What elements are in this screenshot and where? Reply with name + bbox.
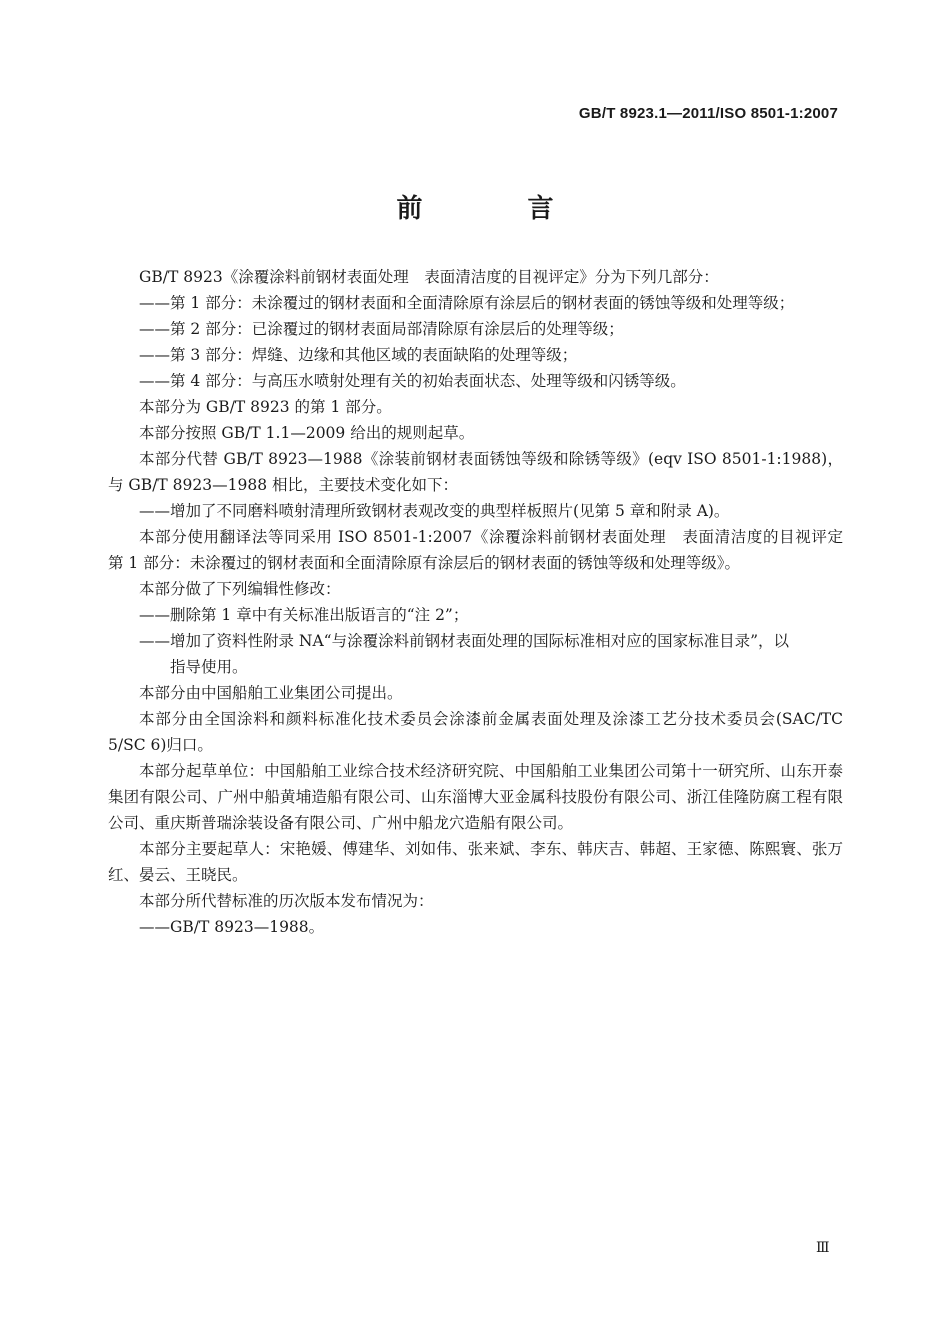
paragraph: GB/T 8923《涂覆涂料前钢材表面处理 表面清洁度的目视评定》分为下列几部分： [139, 268, 719, 286]
paragraph: 本部分所代替标准的历次版本发布情况为： [139, 892, 434, 910]
paragraph: 本部分做了下列编辑性修改： [139, 580, 341, 598]
list-item-continuation: 指导使用。 [170, 658, 248, 676]
list-item: ——删除第 1 章中有关标准出版语言的“注 2”； [139, 606, 469, 624]
document-body [108, 264, 859, 940]
paragraph: 本部分代替 GB/T 8923—1988《涂装前钢材表面锈蚀等级和除锈等级》(eqv ISO 8501-1:1988)，与 GB/T 8923—1988 相比，主要技术变化如下： [108, 450, 843, 494]
list-item: ——第 4 部分：与高压水喷射处理有关的初始表面状态、处理等级和闪锈等级。 [139, 372, 686, 390]
list-item: ——GB/T 8923—1988。 [139, 918, 325, 936]
paragraph: 本部分主要起草人：宋艳媛、傅建华、刘如伟、张来斌、李东、韩庆吉、韩超、王家德、陈熙寰、张万红、晏云、王晓民。 [108, 840, 843, 884]
list-item: ——第 3 部分：焊缝、边缘和其他区域的表面缺陷的处理等级； [139, 346, 578, 364]
paragraph: 本部分由中国船舶工业集团公司提出。 [139, 684, 403, 702]
list-item: ——增加了资料性附录 NA“与涂覆涂料前钢材表面处理的国际标准相对应的国家标准目录”，以 [139, 632, 790, 650]
list-item: ——第 1 部分：未涂覆过的钢材表面和全面清除原有涂层后的钢材表面的锈蚀等级和处理等级； [139, 294, 795, 312]
paragraph: 本部分使用翻译法等同采用 ISO 8501-1:2007《涂覆涂料前钢材表面处理 表面清洁度的目视评定 第 1 部分：未涂覆过的钢材表面和全面清除原有涂层后的钢材表面的锈蚀等级和处理等级》。 [108, 528, 859, 572]
list-item: ——第 2 部分：已涂覆过的钢材表面局部清除原有涂层后的处理等级； [139, 320, 624, 338]
paragraph: 本部分起草单位：中国船舶工业综合技术经济研究院、中国船舶工业集团公司第十一研究所、山东开泰集团有限公司、广州中船黄埔造船有限公司、山东淄博大亚金属科技股份有限公司、浙江佳隆防腐工程有限公司、重庆斯普瑞涂装设备有限公司、广州中船龙穴造船有限公司。 [108, 762, 843, 832]
paragraph: 本部分由全国涂料和颜料标准化技术委员会涂漆前金属表面处理及涂漆工艺分技术委员会(SAC/TC 5/SC 6)归口。 [108, 710, 843, 754]
page-title: 前 言 [396, 194, 602, 224]
paragraph: 本部分按照 GB/T 1.1—2009 给出的规则起草。 [139, 424, 475, 442]
page-number: Ⅲ [816, 1240, 830, 1256]
standard-code: GB/T 8923.1—2011/ISO 8501-1:2007 [578, 105, 838, 122]
paragraph: 本部分为 GB/T 8923 的第 1 部分。 [139, 398, 392, 416]
list-item: ——增加了不同磨料喷射清理所致钢材表观改变的典型样板照片(见第 5 章和附录 A)。 [139, 502, 730, 520]
